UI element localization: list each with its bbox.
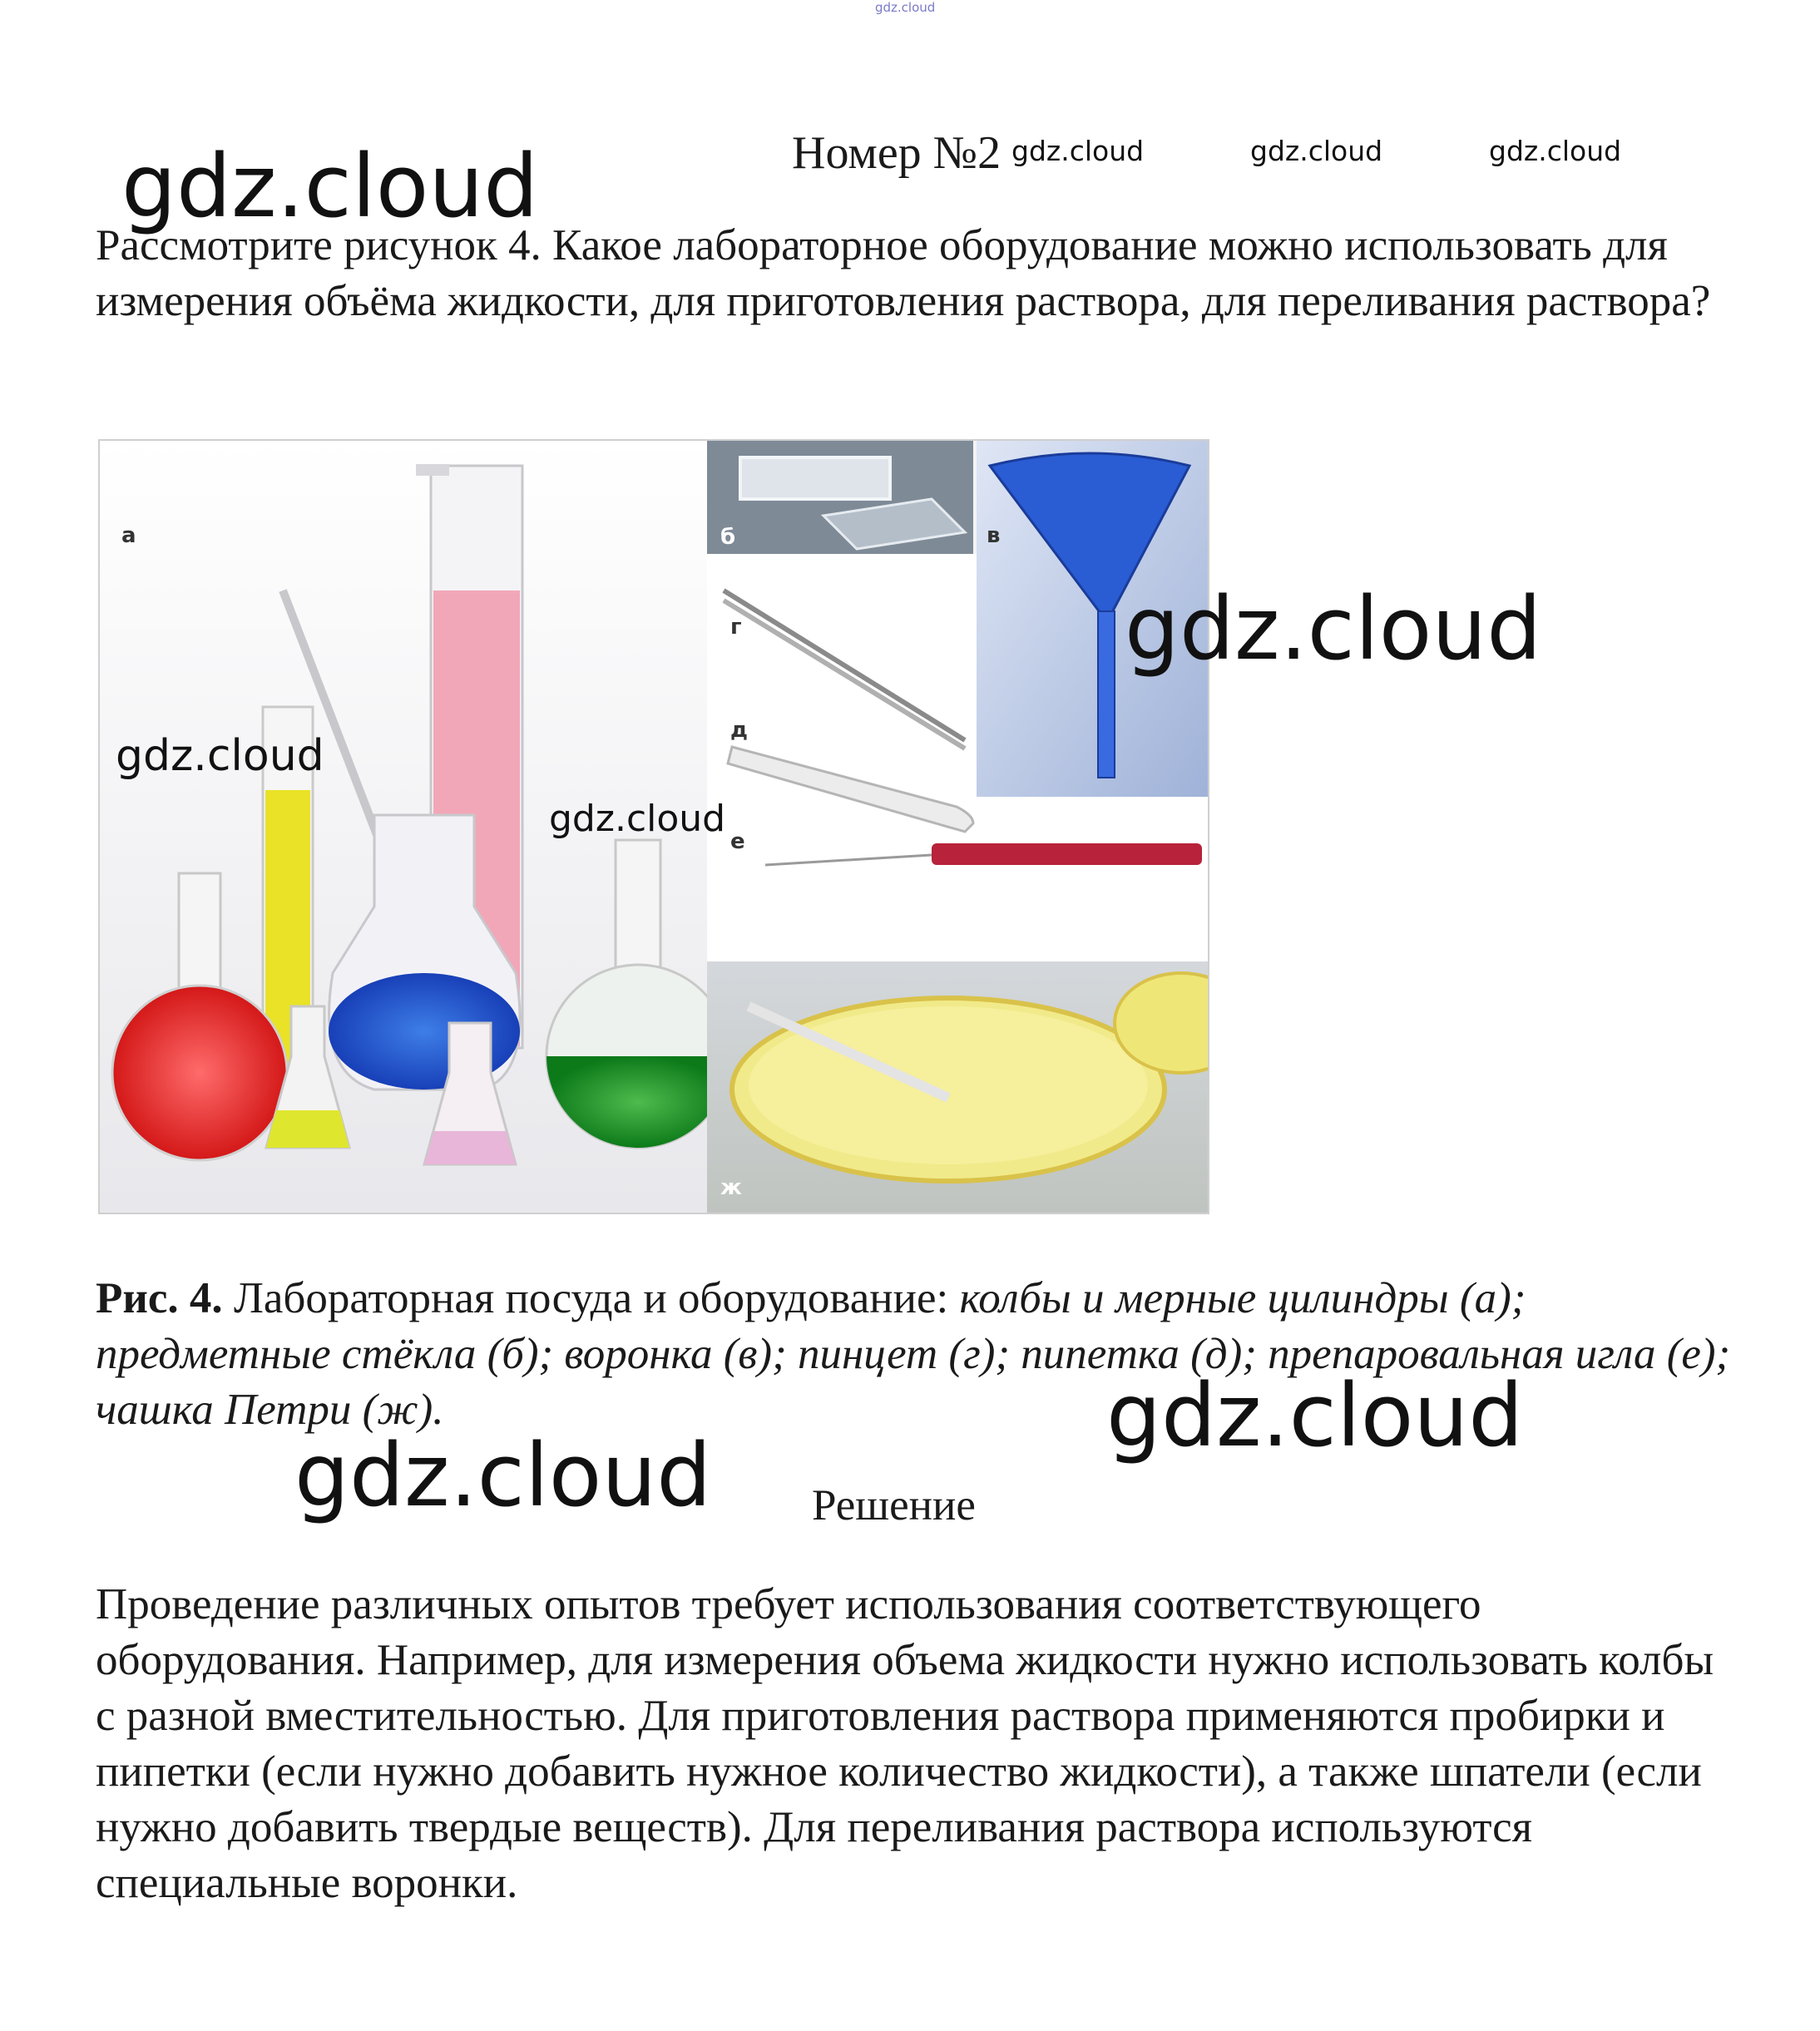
watermark-header-2: gdz.cloud [1250,135,1383,167]
label-v: в [987,523,1001,548]
watermark-top: gdz.cloud [875,0,936,15]
watermark-header-3: gdz.cloud [1489,135,1622,167]
label-d: д [730,718,748,743]
watermark-header-1: gdz.cloud [1011,135,1145,167]
watermark-caption-left: gdz.cloud [294,1425,712,1526]
caption-prefix: Рис. 4. [96,1274,223,1322]
page-title: Номер №2 [792,127,1001,179]
label-b: б [720,525,736,550]
watermark-caption-right: gdz.cloud [1106,1365,1524,1466]
caption-text: Лабораторная посуда и оборудование: [222,1274,960,1322]
label-g: г [730,615,742,640]
label-a: а [121,523,136,548]
solution-text: Проведение различных опытов требует использования соответствующего оборудования. Например, для измерения объема жидкости нужно использовать колбы с разной вместительностью. Для приготовления раствора применяются пробирки и пипетки (если нужно добавить нужное количество жидкости), а также шпатели (если нужно добавить твердые веществ). Для переливания раствора используются специальные воронки. [96,1580,1714,1907]
watermark-figure-center: gdz.cloud [549,798,726,840]
caption-italic: колбы и мерные цилиндры (а); предметные стёкла (б); воронка (в); пинцет (г); пипетка (д); препаровальная игла (е); чашка Петри (ж). [96,1274,1731,1434]
label-e: е [730,829,745,854]
solution-heading: Решение [812,1481,976,1529]
watermark-figure-left: gdz.cloud [116,731,324,781]
question-text: Рассмотрите рисунок 4. Какое лабораторное оборудование можно использовать для измерения объёма жидкости, для приготовления раствора, для переливания раствора? [96,221,1711,325]
label-zh: ж [720,1175,742,1200]
watermark-big-top-left: gdz.cloud [121,136,539,237]
watermark-figure-right: gdz.cloud [1125,578,1542,679]
